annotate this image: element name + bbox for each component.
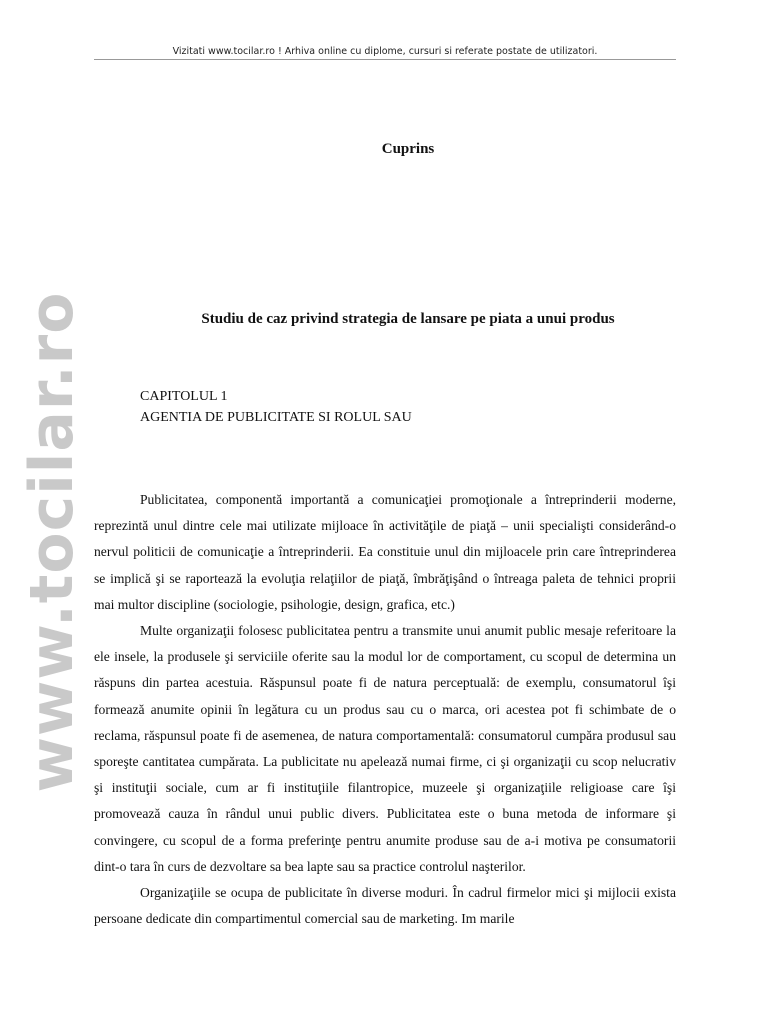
header-divider: [94, 59, 676, 60]
paragraph: Multe organizaţii folosesc publicitatea pentru a transmite unui anumit public mesaje referitoare la ele insele, la produsele şi serviciile oferite sau la modul lor de comportament, cu scopul de determina un răspuns din partea acestuia. Răspunsul poate fi de natura perceptuală: de exemplu, consumatorul îşi formează anumite opinii în legătura cu un produs sau cu o marca, ori acestea pot fi schimbate de o reclama, răspunsul poate fi de asemenea, de natura comportamentală: consumatorul cumpăra produsul sau sporeşte cantitatea cumpărata. La publicitate nu apelează numai firme, ci şi organizaţii cu scop nelucrativ şi instituţii sociale, cum ar fi instituţiile filantropice, muzeele şi organizaţiile religioase care îşi promovează cauza în rândul unui public divers. Publicitatea este o buna metoda de informare şi convingere, cu scopul de a forma preferinţe pentru anumite produse sau de a-i motiva pe consumatorii dint-o tara în curs de dezvoltare sa bea lapte sau sa practice controlul naşterilor.: [94, 623, 676, 874]
chapter-title: AGENTIA DE PUBLICITATE SI ROLUL SAU: [140, 410, 412, 425]
body-text: [94, 487, 676, 932]
paragraph: Organizaţiile se ocupa de publicitate în diverse moduri. În cadrul firmelor mici şi mijlocii exista persoane dedicate din compartimentul comercial sau de marketing. Im marile: [94, 885, 676, 927]
chapter-heading: [140, 386, 412, 428]
study-title: Studiu de caz privind strategia de lansare pe piata a unui produs: [201, 311, 615, 327]
toc-title: Cuprins: [381, 141, 435, 157]
paragraph: Publicitatea, componentă importantă a comunicaţiei promoţionale a întreprinderii moderne, reprezintă unul dintre cele mai utilizate mijloace în activităţile de piaţă – unii specialişti considerând-o nervul politicii de comunicaţie a întreprinderii. Ea constituie unul din mijloacele prin care întreprinderea se implică şi se raportează la evoluţia relaţiilor de piaţă, îmbrăţişând o întreaga paleta de tehnici proprii mai multor discipline (sociologie, psihologie, design, grafica, etc.): [94, 492, 676, 612]
chapter-number: CAPITOLUL 1: [140, 389, 228, 404]
watermark-text: www.tocilar.ro: [17, 291, 87, 793]
page-header: Vizitati www.tocilar.ro ! Arhiva online cu diplome, cursuri si referate postate de utilizatori.: [172, 46, 598, 57]
